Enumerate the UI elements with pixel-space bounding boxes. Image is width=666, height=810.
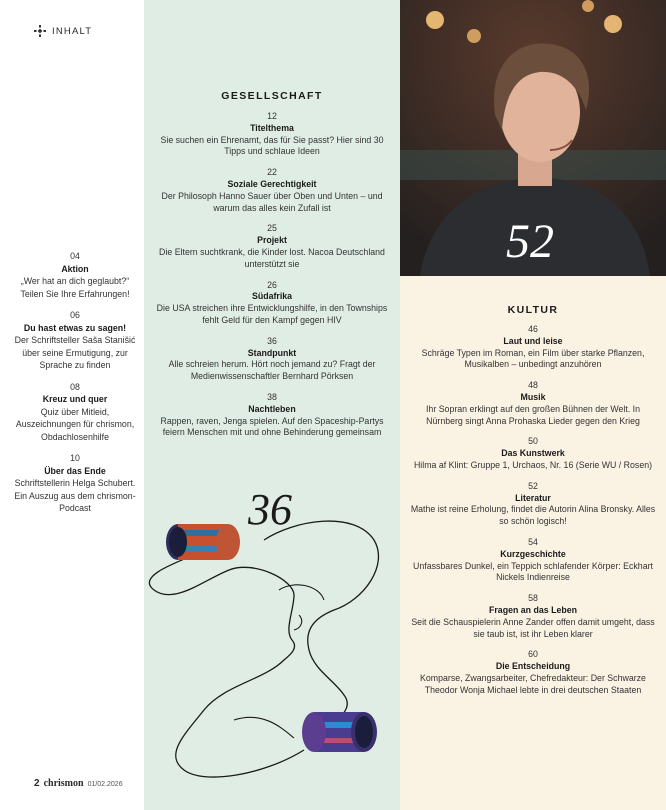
toc-entry[interactable]	[14, 381, 136, 444]
toc-entry-description: Seit die Schauspielerin Anne Zander offen damit umgeht, dass sie taub ist, ist ihr Leben klarer	[411, 616, 655, 639]
footer-brand: chrismon	[43, 778, 84, 789]
left-toc-list	[14, 250, 136, 524]
left-column	[0, 0, 144, 810]
cross-ornament-icon	[34, 25, 46, 37]
toc-page-number: 50	[528, 436, 538, 447]
toc-entry[interactable]	[408, 436, 658, 471]
toc-page-number: 08	[70, 381, 80, 392]
toc-page-number: 58	[528, 593, 538, 604]
toc-page-number: 25	[267, 223, 277, 234]
section-title-kultur: KULTUR	[507, 304, 559, 316]
toc-entry[interactable]	[152, 167, 392, 214]
page-footer	[34, 778, 123, 789]
toc-entry-description: „Wer hat an dich geglaubt?“ Teilen Sie Ihre Erfahrungen!	[20, 276, 130, 299]
footer-issue: 01/02.2026	[87, 781, 123, 788]
toc-entry[interactable]	[14, 309, 136, 372]
toc-entry[interactable]	[408, 537, 658, 584]
toc-entry-title: Kreuz und quer	[42, 394, 108, 404]
toc-page-number: 26	[267, 279, 277, 290]
toc-entry-title: Titelthema	[250, 122, 294, 133]
section-title-gesellschaft: GESELLSCHAFT	[221, 90, 323, 102]
section-header-inhalt	[34, 25, 92, 37]
toc-entry-title: Musik	[520, 391, 546, 402]
toc-entry[interactable]	[408, 324, 658, 371]
toc-page-number: 06	[70, 310, 80, 320]
toc-entry[interactable]	[14, 250, 136, 300]
toc-page-number: 04	[70, 251, 80, 261]
toc-entry-description: Rappen, raven, Jenga spielen. Auf den Spaceship-Partys feiern Menschen mit und ohne Behinderung gemeinsam	[160, 415, 384, 438]
toc-entry-description: Der Philosoph Hanno Sauer über Oben und Unten – und warum das alles kein Zufall ist	[161, 190, 383, 213]
toc-page-number: 52	[528, 480, 538, 491]
toc-page-number: 46	[528, 324, 538, 334]
kultur-toc-list	[408, 324, 658, 706]
toc-entry[interactable]	[152, 223, 392, 270]
toc-page-number: 38	[267, 391, 277, 402]
toc-entry-title: Aktion	[61, 263, 89, 274]
toc-entry-description: Quiz über Mitleid, Auszeichnungen für chrismon, Obdachlosenhilfe	[15, 406, 135, 442]
toc-entry-title: Du hast etwas zu sagen!	[23, 322, 127, 333]
toc-entry[interactable]	[152, 392, 392, 439]
toc-entry-title: Über das Ende	[44, 465, 106, 476]
toc-page-number: 60	[528, 649, 538, 660]
toc-entry-description: Der Schriftsteller Saša Stanišić über seine Ermutigung, zur Sprache zu finden	[14, 335, 136, 370]
toc-entry[interactable]	[14, 452, 136, 515]
toc-entry-title: Fragen an das Leben	[489, 604, 577, 615]
tin-can-upper	[166, 524, 240, 560]
toc-entry-description: Alle schreien herum. Hört noch jemand zu? Fragt der Medienwissenschaftler Bernhard Pörksen	[168, 359, 376, 382]
toc-entry-description: Schräge Typen im Roman, ein Film über starke Pflanzen, Musikalben – unbedingt anzuhören	[421, 347, 645, 370]
toc-page-number: 10	[70, 453, 80, 463]
toc-entry-title: Laut und leise	[503, 335, 563, 346]
toc-entry[interactable]	[152, 336, 392, 383]
toc-entry-title: Literatur	[515, 492, 551, 503]
toc-entry[interactable]	[152, 111, 392, 158]
kultur-column	[400, 276, 666, 810]
footer-page-number: 2	[34, 778, 40, 789]
toc-page-number: 12	[267, 111, 277, 121]
toc-entry[interactable]	[408, 593, 658, 640]
toc-entry[interactable]	[152, 280, 392, 327]
toc-entry-description: Ihr Sopran erklingt auf den großen Bühnen der Welt. In Nürnberg singt Anna Prohaska Lieder gegen den Krieg	[425, 403, 641, 426]
toc-entry-title: Das Kunstwerk	[501, 448, 565, 459]
tin-can-lower	[302, 712, 377, 752]
toc-entry-description: Komparse, Zwangsarbeiter, Chefredakteur: Der Schwarze Theodor Wonja Michael lebte in drei deutschen Staaten	[420, 672, 646, 695]
toc-entry-description: Schriftstellerin Helga Schubert. Ein Auszug aus dem chrismon-Podcast	[14, 478, 136, 513]
gesellschaft-toc-list	[152, 111, 392, 448]
inhalt-label: INHALT	[52, 25, 93, 37]
toc-entry-title: Nachtleben	[248, 403, 296, 414]
toc-page-number: 22	[267, 167, 277, 178]
toc-page-number: 54	[528, 536, 538, 547]
toc-entry-description: Die Eltern suchtkrank, die Kinder lost. Nacoa Deutschland unterstützt sie	[159, 246, 385, 269]
toc-entry-title: Projekt	[257, 235, 287, 246]
toc-entry-title: Standpunkt	[247, 347, 297, 358]
toc-entry-description: Sie suchen ein Ehrenamt, das für Sie passt? Hier sind 30 Tipps und schlaue Ideen	[160, 134, 384, 157]
feature-number-36: 36	[248, 485, 292, 534]
toc-entry-description: Die USA streichen ihre Entwicklungshilfe, in den Townships fehlt Geld für den Kampf gegen HIV	[156, 303, 388, 325]
toc-page-number: 36	[267, 335, 277, 346]
toc-entry[interactable]	[408, 380, 658, 427]
toc-entry-description: Hilma af Klint: Gruppe 1, Urchaos, Nr. 16 (Serie WU / Rosen)	[413, 459, 653, 470]
toc-entry-description: Unfassbares Dunkel, ein Teppich schlafender Körper: Eckhart Nickels Indienreise	[413, 560, 653, 583]
toc-page-number: 48	[528, 380, 538, 391]
gesellschaft-column	[144, 0, 400, 810]
toc-entry-title: Soziale Gerechtigkeit	[227, 178, 317, 189]
toc-entry-title: Kurzgeschichte	[500, 548, 566, 559]
toc-entry[interactable]	[408, 481, 658, 528]
toc-entry-title: Südafrika	[251, 291, 293, 302]
toc-entry-title: Die Entscheidung	[495, 661, 571, 672]
portrait-photo	[400, 0, 666, 276]
feature-number-52: 52	[506, 215, 554, 268]
toc-entry-description: Mathe ist reine Erholung, findet die Autorin Alina Bronsky. Alles so schön logisch!	[410, 504, 656, 527]
toc-entry[interactable]	[408, 649, 658, 696]
